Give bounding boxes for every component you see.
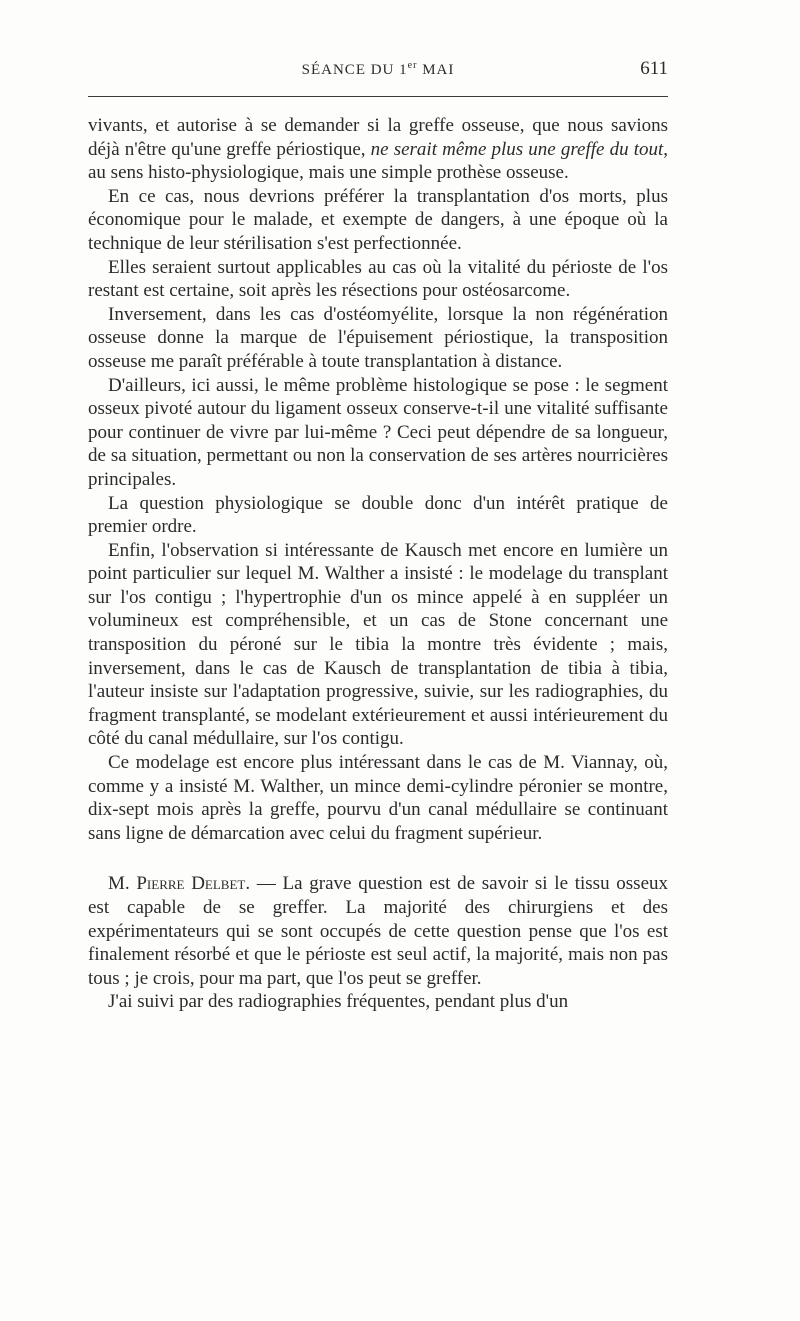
paragraph-6: La question physiologique se double donc d'un intérêt pratique de premier ordre. — [88, 492, 668, 538]
paragraph-1-italic: ne serait même plus une greffe du tout — [370, 138, 664, 160]
paragraph-1-end: , au sens histo-physiologique, mais une simple prothèse osseuse. — [88, 138, 669, 184]
paragraph-9 — [88, 872, 668, 990]
header-title — [88, 60, 668, 79]
header-title-month: MAI — [417, 62, 455, 78]
paragraph-3: Elles seraient surtout applicables au cas où la vitalité du périoste de l'os restant est certaine, soit après les résections pour ostéosarcome. — [88, 256, 668, 302]
paragraph-8: Ce modelage est encore plus intéressant dans le cas de M. Viannay, où, comme y a insisté M. Walther, un mince demi-cylindre péronier se montre, dix-sept mois après la greffe, pourvu d'un canal médullaire se continuant sans ligne de démarcation avec celui du fragment supérieur. — [88, 752, 668, 844]
paragraph-7: Enfin, l'observation si intéressante de Kausch met encore en lumière un point particulier sur lequel M. Walther a insisté : le modelage du transplant sur l'os contigu ; l'hypertrophie d'un os mince appelé à en suppléer un volumineux est compréhensible, et un cas de Stone concernant une transposition du péroné sur le tibia la montre très évidente ; mais, inversement, dans le cas de Kausch de transplantation de tibia à tibia, l'auteur insiste sur l'adaptation progressive, suivie, sur les radiographies, du fragment transplanté, se modelant extérieurement et aussi intérieurement du côté du canal médullaire, sur l'os contigu. — [88, 539, 668, 750]
paragraph-1 — [88, 114, 668, 185]
speaker-name: M. Pierre Delbet. — [108, 873, 251, 895]
header-title-superscript: er — [407, 60, 418, 71]
body-text — [88, 114, 668, 1014]
paragraph-10: J'ai suivi par des radiographies fréquentes, pendant plus d'un — [108, 991, 569, 1013]
header-rule — [88, 96, 668, 97]
paragraph-5: D'ailleurs, ici aussi, le même problème histologique se pose : le segment osseux pivoté autour du ligament osseux conserve-t-il une vitalité suffisante pour continuer de vivre par lui-même ? Ceci peut dépendre de sa longueur, de sa situation, permettant ou non la conservation de ses artères nourricières principales. — [88, 374, 668, 490]
paragraph-9-text: — La grave question est de savoir si le tissu osseux est capable de se greffer. La majorité des chirurgiens et des expérimentateurs qui se sont occupés de cette question pense que l'os est finalement résorbé et que le périoste est seul actif, la majorité, mais non pas tous ; je crois, pour ma part, que l'os peut se greffer. — [88, 873, 669, 989]
paragraph-1-start: vivants, et autorise à se demander si la greffe osseuse, que nous savions déjà n'être qu'une greffe périostique, — [88, 115, 668, 160]
paragraph-4: Inversement, dans les cas d'ostéomyélite, lorsque la non régénération osseuse donne la marque de l'épuisement périostique, la transposition osseuse me paraît préférable à toute transplantation à distance. — [88, 303, 668, 372]
paragraph-2: En ce cas, nous devrions préférer la transplantation d'os morts, plus économique pour le malade, et exempte de dangers, à une époque où la technique de leur stérilisation s'est perfectionnée. — [88, 185, 668, 254]
running-header — [88, 58, 668, 84]
header-title-text: SÉANCE DU 1 — [301, 62, 408, 78]
page-number: 611 — [640, 58, 668, 79]
